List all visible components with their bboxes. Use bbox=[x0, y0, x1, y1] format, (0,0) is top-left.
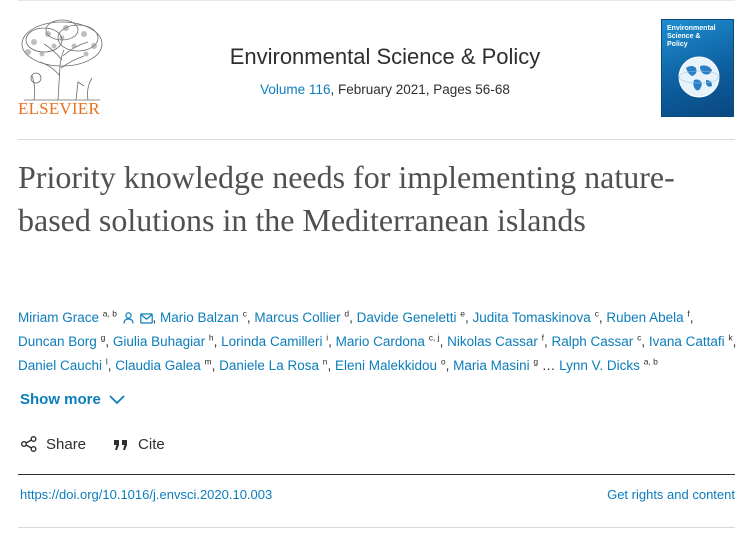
journal-header bbox=[150, 44, 620, 97]
section-divider bbox=[18, 474, 735, 475]
affiliation-marker[interactable]: i bbox=[326, 332, 329, 343]
affiliation-marker[interactable]: l bbox=[105, 356, 108, 367]
author-ellipsis: … bbox=[541, 358, 556, 373]
author-name: Lorinda Camilleri bbox=[221, 334, 323, 349]
author-link[interactable] bbox=[254, 310, 349, 325]
affiliation-marker[interactable]: h bbox=[208, 332, 214, 343]
author-name: Claudia Galea bbox=[115, 358, 201, 373]
header-divider bbox=[18, 139, 735, 140]
affiliation-marker[interactable]: o bbox=[440, 356, 446, 367]
author-name: Ivana Cattafi bbox=[648, 334, 725, 349]
rights-link[interactable]: Get rights and content bbox=[607, 487, 735, 502]
author-separator: , bbox=[107, 358, 116, 373]
show-more-button[interactable] bbox=[20, 391, 125, 408]
author-name: Judita Tomaskinova bbox=[472, 310, 591, 325]
affiliation-marker[interactable]: f bbox=[687, 308, 690, 319]
author-name: Duncan Borg bbox=[18, 334, 97, 349]
author-name: Daniele La Rosa bbox=[219, 358, 319, 373]
author-name: Miriam Grace bbox=[18, 310, 100, 325]
author-link[interactable] bbox=[472, 310, 598, 325]
author-separator: , bbox=[641, 334, 649, 349]
author-link[interactable] bbox=[447, 334, 544, 349]
affiliation-marker[interactable]: m bbox=[204, 356, 212, 367]
affiliation-marker[interactable]: c bbox=[242, 308, 247, 319]
author-separator: , bbox=[464, 310, 473, 325]
publisher-name[interactable]: ELSEVIER bbox=[18, 99, 100, 118]
cover-title-line: Policy bbox=[667, 41, 688, 48]
author-link[interactable] bbox=[115, 358, 211, 373]
author-name: Giulia Buhagiar bbox=[112, 334, 206, 349]
cover-title-line: Environmental bbox=[667, 25, 716, 32]
cite-label: Cite bbox=[138, 435, 165, 453]
author-link[interactable] bbox=[219, 358, 327, 373]
affiliation-marker[interactable]: f bbox=[541, 332, 544, 343]
affiliation-marker[interactable]: k bbox=[728, 332, 733, 343]
share-icon bbox=[20, 435, 38, 453]
author-separator: , bbox=[439, 334, 448, 349]
author-list bbox=[18, 306, 740, 378]
top-divider bbox=[18, 0, 735, 1]
cover-title bbox=[667, 25, 716, 49]
affiliation-marker[interactable]: d bbox=[344, 308, 350, 319]
quote-icon bbox=[112, 435, 130, 453]
author-separator: , bbox=[732, 334, 737, 349]
show-more-label: Show more bbox=[20, 391, 101, 408]
author-name: Lynn V. Dicks bbox=[559, 358, 640, 373]
author-name: Ralph Cassar bbox=[551, 334, 634, 349]
author-link[interactable] bbox=[606, 310, 689, 325]
author-separator: , bbox=[211, 358, 220, 373]
affiliation-marker[interactable]: c bbox=[637, 332, 642, 343]
affiliation-marker[interactable]: g bbox=[100, 332, 106, 343]
author-separator: , bbox=[598, 310, 607, 325]
person-icon bbox=[123, 312, 134, 324]
journal-title-link[interactable]: Environmental Science & Policy bbox=[229, 44, 541, 69]
author-link[interactable] bbox=[221, 334, 328, 349]
email-icon[interactable] bbox=[140, 313, 153, 324]
share-label: Share bbox=[46, 435, 87, 453]
author-name: Mario Balzan bbox=[160, 310, 239, 325]
globe-icon bbox=[676, 54, 722, 100]
elsevier-tree-icon bbox=[14, 16, 110, 102]
article-title: Priority knowledge needs for implementing nature-based solutions in the Mediterranean islands bbox=[18, 159, 675, 238]
author-separator: , bbox=[544, 334, 552, 349]
author-link[interactable] bbox=[336, 334, 440, 349]
author-name: Mario Cardona bbox=[335, 334, 425, 349]
volume-link[interactable]: Volume 116 bbox=[260, 82, 331, 97]
author-link[interactable] bbox=[18, 358, 108, 373]
author-separator: , bbox=[152, 310, 161, 325]
author-name: Nikolas Cassar bbox=[447, 334, 538, 349]
chevron-down-icon bbox=[109, 395, 125, 405]
author-separator: , bbox=[445, 358, 454, 373]
author-name: Ruben Abela bbox=[606, 310, 684, 325]
author-link[interactable] bbox=[113, 334, 214, 349]
cover-title-line: Science & bbox=[667, 33, 701, 40]
author-link[interactable] bbox=[160, 310, 247, 325]
article-actions bbox=[20, 435, 191, 453]
affiliation-marker[interactable]: n bbox=[322, 356, 328, 367]
author-separator: , bbox=[213, 334, 222, 349]
author-separator: , bbox=[327, 358, 335, 373]
issue-details: , February 2021, Pages 56-68 bbox=[330, 82, 510, 97]
author-separator: , bbox=[328, 334, 336, 349]
doi-link[interactable]: https://doi.org/10.1016/j.envsci.2020.10.003 bbox=[20, 487, 273, 502]
author-link[interactable] bbox=[18, 334, 105, 349]
affiliation-marker[interactable]: a, b bbox=[643, 356, 658, 367]
affiliation-marker[interactable]: e bbox=[460, 308, 465, 319]
author-separator: , bbox=[105, 334, 113, 349]
author-name: Daniel Cauchi bbox=[18, 358, 103, 373]
author-link[interactable] bbox=[453, 358, 538, 373]
affiliation-marker[interactable]: c bbox=[594, 308, 599, 319]
author-name: Eleni Malekkidou bbox=[335, 358, 438, 373]
author-separator: , bbox=[349, 310, 357, 325]
author-link[interactable] bbox=[335, 358, 446, 373]
journal-cover-image[interactable] bbox=[661, 19, 734, 117]
author-name: Marcus Collier bbox=[254, 310, 341, 325]
author-link[interactable] bbox=[559, 358, 658, 373]
affiliation-marker[interactable]: a, b bbox=[102, 308, 117, 319]
author-name: Maria Masini bbox=[453, 358, 530, 373]
author-name: Davide Geneletti bbox=[356, 310, 457, 325]
bottom-divider bbox=[18, 527, 735, 528]
author-link[interactable] bbox=[18, 310, 153, 325]
author-link[interactable] bbox=[649, 334, 733, 349]
affiliation-marker[interactable]: c, j bbox=[428, 332, 440, 343]
author-separator: , bbox=[246, 310, 255, 325]
issue-info bbox=[150, 82, 620, 97]
affiliation-marker[interactable]: g bbox=[533, 356, 539, 367]
author-link[interactable] bbox=[552, 334, 642, 349]
share-button[interactable] bbox=[20, 435, 86, 453]
cite-button[interactable] bbox=[112, 435, 165, 453]
author-separator: , bbox=[689, 310, 694, 325]
author-link[interactable] bbox=[357, 310, 465, 325]
